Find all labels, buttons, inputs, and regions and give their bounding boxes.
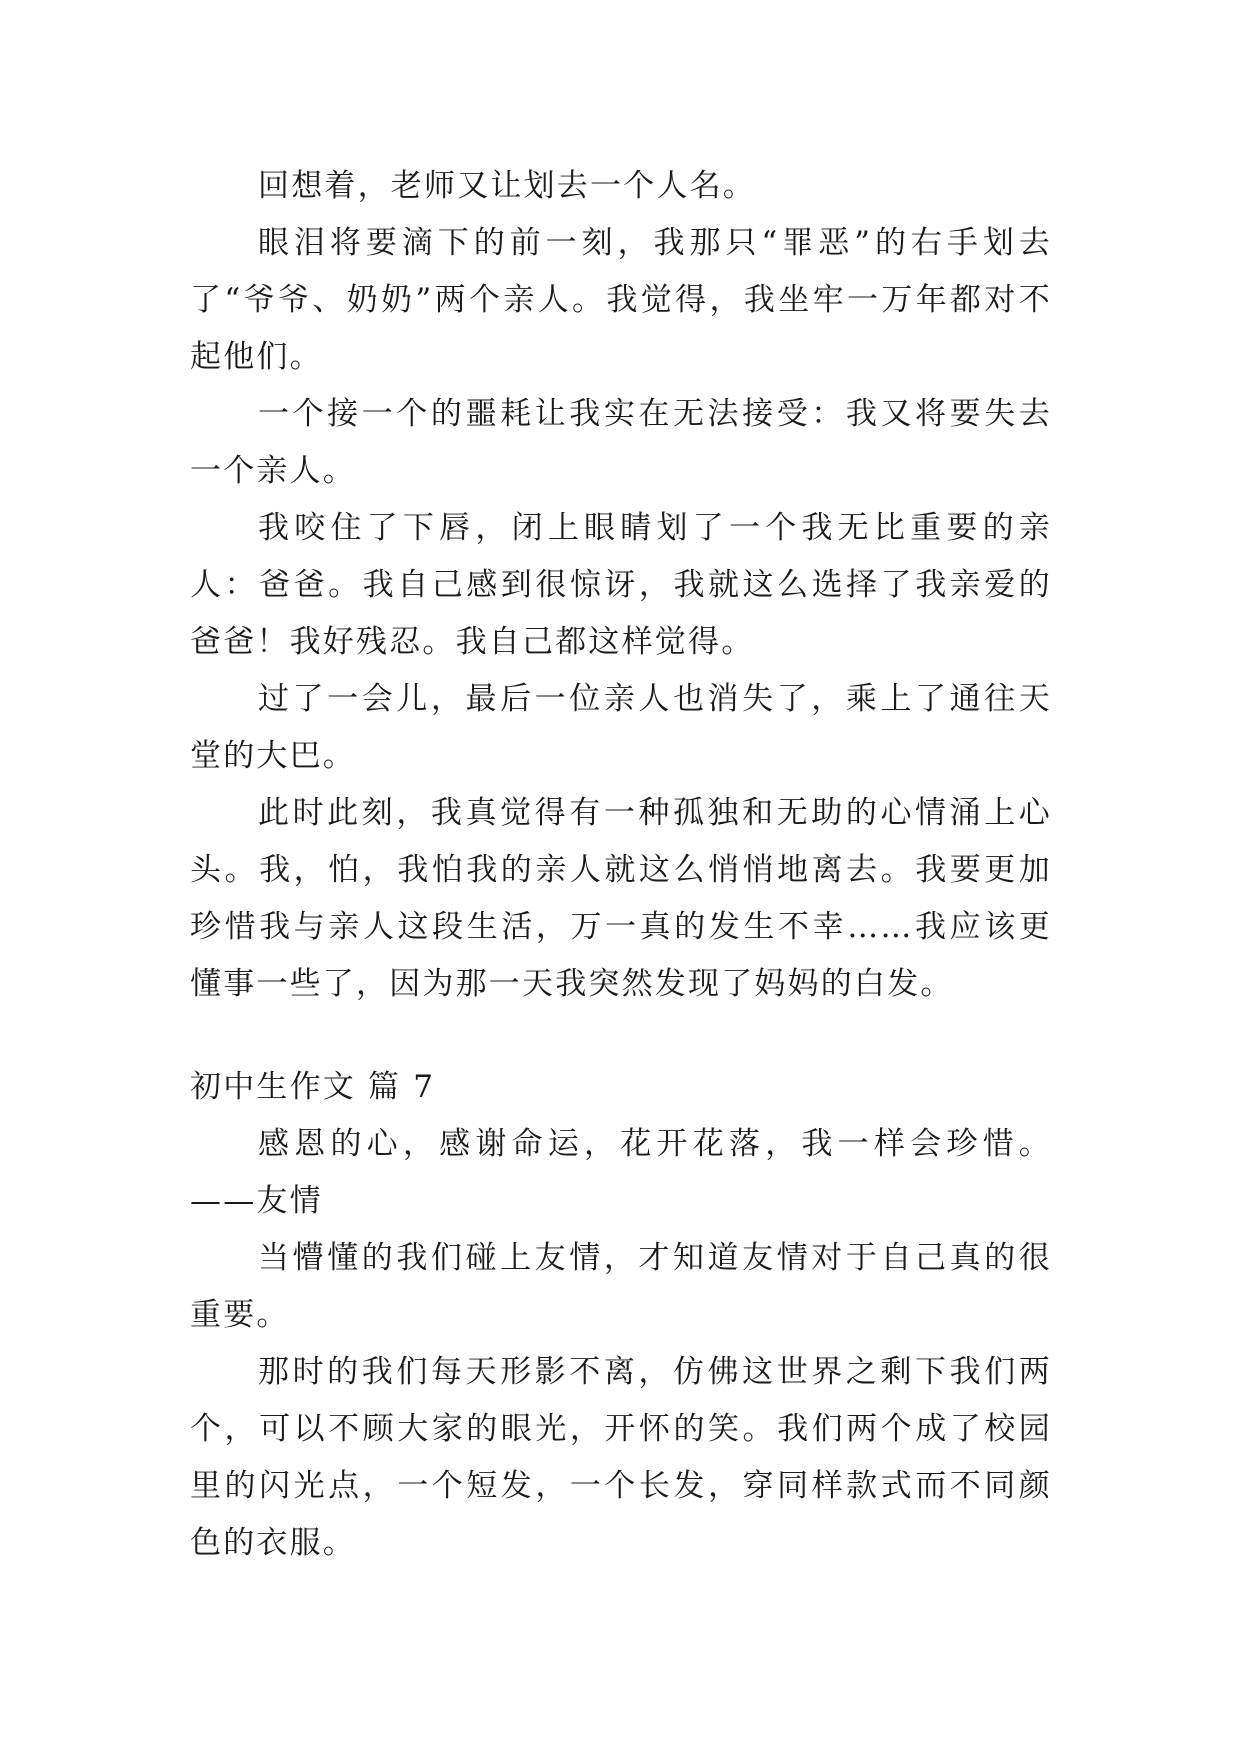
paragraph: 过了一会儿，最后一位亲人也消失了，乘上了通往天堂的大巴。 (190, 681, 1052, 774)
paragraph: 回想着，老师又让划去一个人名。 (258, 168, 756, 204)
paragraph: 我咬住了下唇，闭上眼睛划了一个我无比重要的亲人：爸爸。我自己感到很惊讶，我就这么选择了我亲爱的爸爸！我好残忍。我自己都这样觉得。 (190, 510, 1052, 660)
paragraph: 眼泪将要滴下的前一刻，我那只“罪恶”的右手划去了“爷爷、奶奶”两个亲人。我觉得，我坐牢一万年都对不起他们。 (190, 225, 1052, 375)
paragraph: 感恩的心，感谢命运，花开花落，我一样会珍惜。 ——友情 (190, 1126, 1052, 1219)
section-heading: 初中生作文 篇 7 (190, 1069, 436, 1105)
essay-section-7 (190, 1059, 1052, 1572)
paragraph: 此时此刻，我真觉得有一种孤独和无助的心情涌上心头。我，怕，我怕我的亲人就这么悄悄地离去。我要更加珍惜我与亲人这段生活，万一真的发生不幸……我应该更懂事一些了，因为那一天我突然发现了妈妈的白发。 (190, 795, 1052, 1002)
paragraph: 那时的我们每天形影不离，仿佛这世界之剩下我们两个，可以不顾大家的眼光，开怀的笑。我们两个成了校园里的闪光点，一个短发，一个长发，穿同样款式而不同颜色的衣服。 (190, 1354, 1052, 1561)
paragraph: 当懵懂的我们碰上友情，才知道友情对于自己真的很重要。 (190, 1240, 1052, 1333)
essay-section-previous (190, 158, 1052, 1013)
document-page (190, 158, 1052, 1572)
paragraph: 一个接一个的噩耗让我实在无法接受：我又将要失去一个亲人。 (190, 396, 1052, 489)
